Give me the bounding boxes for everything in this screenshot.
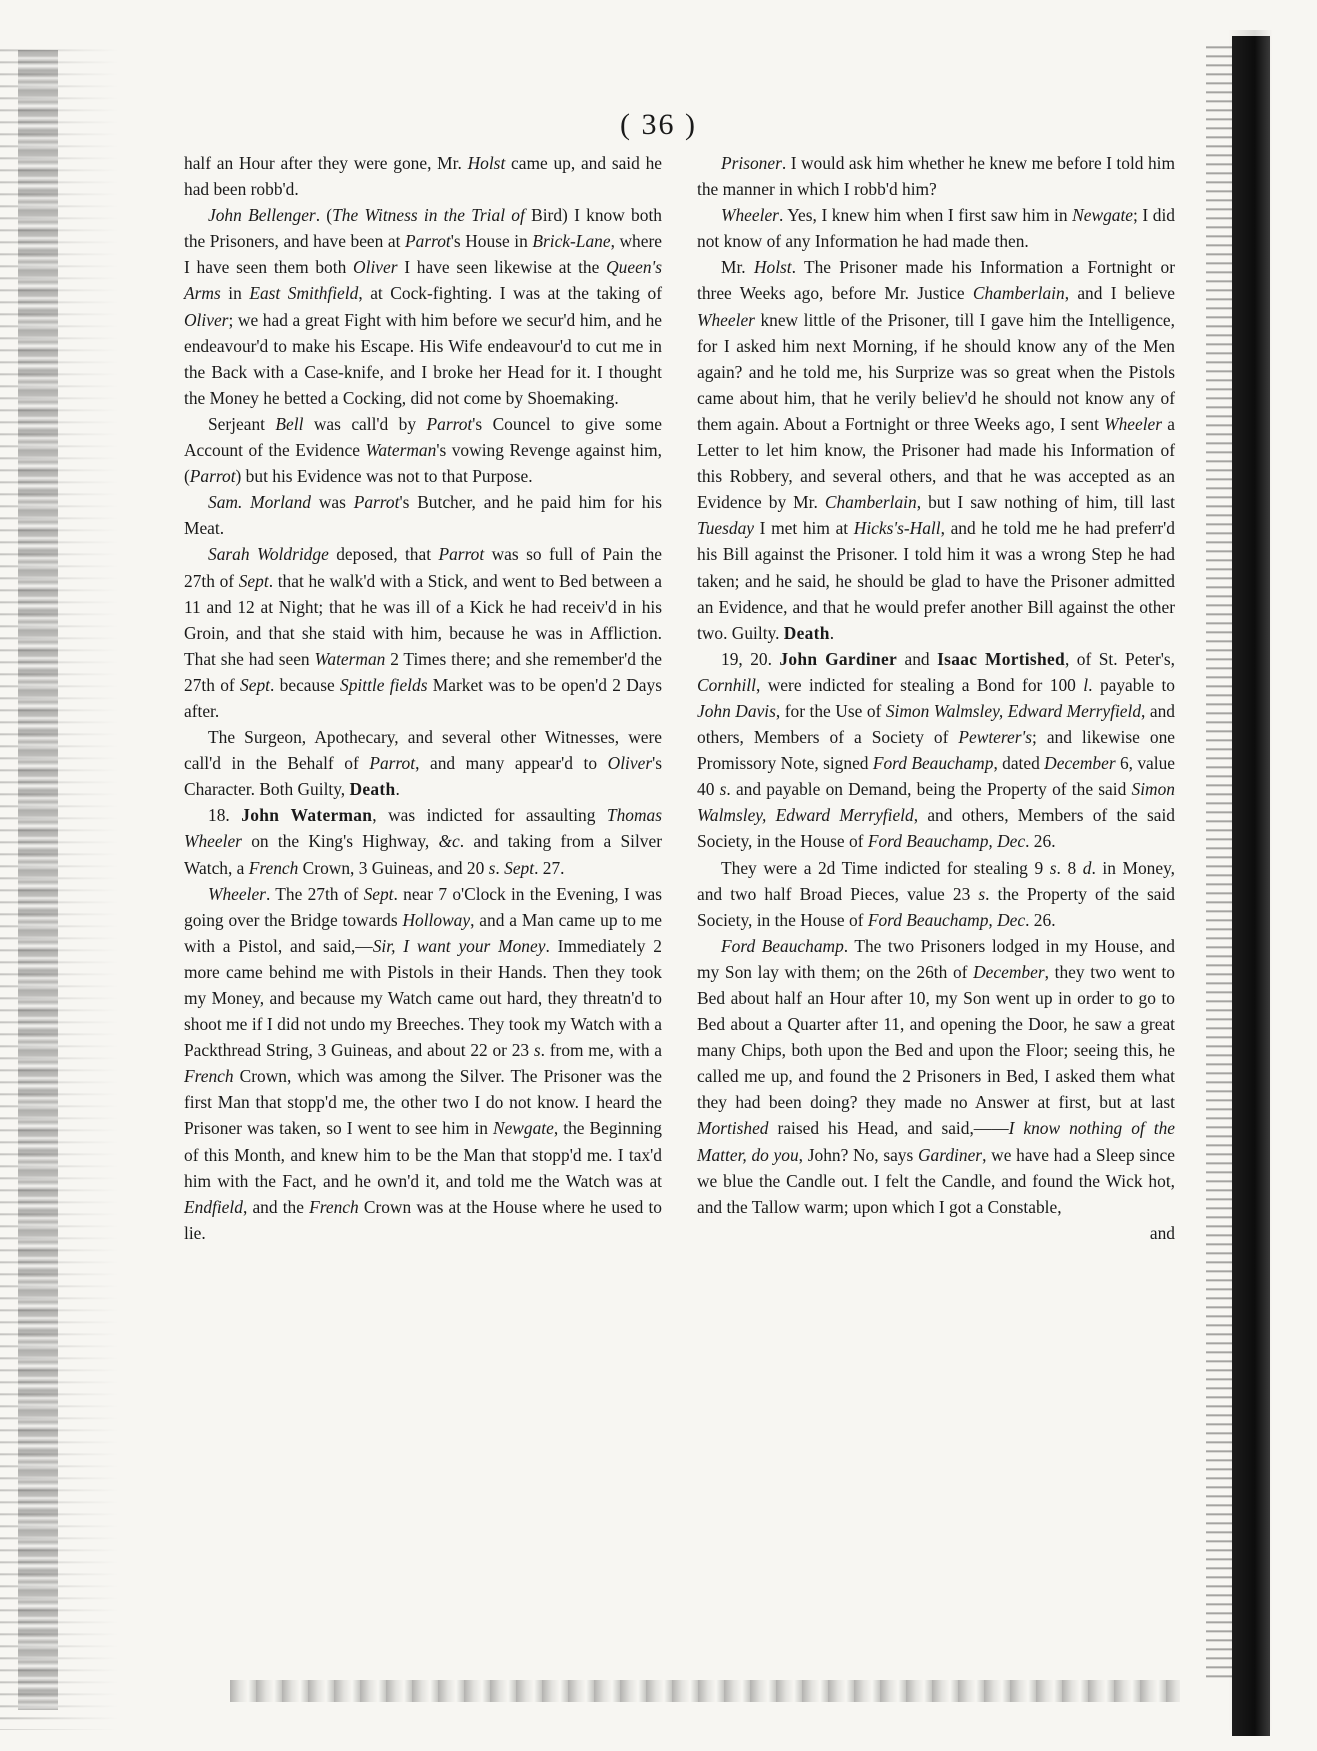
right-column <box>697 150 1175 1246</box>
text-run: knew little of the Prisoner, till I gave him the Intelligence, for I asked him next Morning, if he should know any of the Men again? and he told me, his Surprize was so great when the Pistols came about him, that he verily believ'd he should not know any of them again. About a Fortnight or three Weeks ago, I sent <box>697 309 1175 434</box>
text-run: . <box>495 857 505 878</box>
text-run: . payable to <box>1088 674 1175 695</box>
catchword: and <box>1149 1222 1175 1243</box>
text-run: . from me, with a <box>540 1040 662 1061</box>
text-run: 2 Times there; and she remember'd the 27th of <box>184 648 662 695</box>
text-run: . and taking from a Silver Watch, a <box>184 831 662 878</box>
italic-text: Sam. Morland <box>208 492 311 513</box>
italic-text: Parrot <box>353 492 400 513</box>
italic-text: December <box>973 961 1045 982</box>
italic-text: Tuesday <box>697 518 755 539</box>
text-run: The Surgeon, Apothecary, and several other Witnesses, were call'd in the Behalf of <box>184 727 662 774</box>
text-run: Crown was at the House where he used to lie. <box>184 1196 662 1243</box>
text-run: was <box>311 492 354 513</box>
text-run: 's Character. Both Guilty, <box>184 753 662 800</box>
text-run: , the Beginning of this Month, and knew him to be the Man that stopp'd me. I tax'd him with the Fact, and he own'd it, and told me the Watch was at <box>184 1118 662 1191</box>
italic-text: John Davis <box>697 700 776 721</box>
text-run: 18. <box>208 805 242 826</box>
text-run: ; we had a great Fight with him before we secur'd him, and he endeavour'd to make his Escape. His Wife endeavour'd to cut me in the Back with a Case-knife, and I broke her Head for it. I thought the Money he betted a Cocking, did not come by Shoemaking. <box>184 309 662 408</box>
italic-text: Oliver <box>353 257 398 278</box>
blackletter-text: Isaac Mortished <box>937 648 1065 669</box>
italic-text: John Bellenger <box>208 205 316 226</box>
text-run: , we have had a Sleep since we blue the Candle out. I felt the Candle, and found the Wick hot, and the Tallow warm; upon which I got a Constable, <box>697 1144 1175 1217</box>
italic-text: s <box>1049 857 1057 878</box>
text-run: , and others, Members of the said Society, in the House of <box>697 805 1175 852</box>
italic-text: s <box>719 779 727 800</box>
paragraph <box>184 541 662 724</box>
italic-text: Waterman <box>365 440 437 461</box>
paragraph <box>184 202 662 411</box>
italic-text: Prisoner <box>721 153 782 173</box>
italic-text: Ford Beauchamp, Dec <box>867 831 1026 852</box>
italic-text: Newgate <box>492 1118 554 1139</box>
text-run: . The two Prisoners lodged in my House, and my Son lay with them; on the 26th of <box>697 935 1175 982</box>
italic-text: Newgate <box>1072 205 1134 226</box>
italic-text: Sarah Woldridge <box>208 544 329 565</box>
italic-text: Ford Beauchamp <box>721 935 844 956</box>
text-run: ; and likewise one Promissory Note, signed <box>697 727 1175 774</box>
blackletter-text: Death <box>783 622 830 643</box>
italic-text: Parrot <box>405 231 451 252</box>
text-run: , of St. Peter's, <box>1064 648 1176 669</box>
italic-text: French <box>184 1066 234 1087</box>
text-run: . <box>395 779 400 800</box>
text-run: 's Councel to give some Account of the Evidence <box>184 413 662 461</box>
text-run: , and many appear'd to <box>415 753 608 774</box>
text-run: deposed, that <box>328 544 439 565</box>
italic-text: s <box>488 857 496 878</box>
italic-text: Sept <box>363 883 394 904</box>
italic-text: Wheeler <box>208 883 266 904</box>
page-edge-noise <box>1206 40 1232 1680</box>
italic-text: Chamberlain <box>824 492 917 513</box>
text-run: a Letter to let him know, the Prisoner had made his Information of this Robbery, and several others, and that he was accepted as an Evidence by Mr. <box>697 413 1175 513</box>
bottom-smudge <box>230 1680 1180 1702</box>
italic-text: The Witness in the Trial of <box>332 205 525 226</box>
italic-text: Brick-Lane <box>532 231 611 252</box>
text-run: Bird) I know both the Prisoners, and have been at <box>184 205 662 252</box>
italic-text: Wheeler <box>697 309 755 330</box>
italic-text: Endfield <box>184 1196 243 1217</box>
italic-text: Parrot <box>426 413 473 434</box>
italic-text: Wheeler <box>1104 413 1163 434</box>
text-run: . the Property of the said Society, in the House of <box>697 883 1175 930</box>
italic-text: Chamberlain <box>972 283 1065 304</box>
text-run: . I would ask him whether he knew me before I told him the manner in which I robb'd him? <box>697 153 1175 200</box>
text-run: ; I did not know of any Information he had made then. <box>697 205 1175 252</box>
paragraph <box>697 202 1175 254</box>
text-run: , and I believe <box>1064 283 1175 304</box>
paragraph <box>184 489 662 541</box>
text-run: came up, and said he had been robb'd. <box>184 153 662 200</box>
italic-text: Bell <box>275 413 304 434</box>
text-run: . 27. <box>534 857 565 878</box>
italic-text: Holst <box>753 257 792 278</box>
text-run: Market was to be open'd 2 Days after. <box>184 674 662 721</box>
text-run: , was indicted for assaulting <box>372 805 607 826</box>
italic-text: December <box>1044 753 1116 774</box>
text-run: half an Hour after they were gone, Mr. <box>184 153 468 173</box>
italic-text: Simon Walmsley, Edward Merryfield <box>697 779 1175 826</box>
paragraph <box>697 933 1175 1220</box>
italic-text: Waterman <box>314 648 386 669</box>
text-run: . The 27th of <box>265 883 364 904</box>
text-run: . and payable on Demand, being the Property of the said <box>726 779 1132 800</box>
text-run: . near 7 o'Clock in the Evening, I was going over the Bridge towards <box>184 883 663 930</box>
binding-edge <box>18 50 58 1710</box>
text-run: was so full of Pain the 27th of <box>184 544 662 591</box>
page-number: ( 36 ) <box>620 108 697 141</box>
paragraph <box>697 855 1175 933</box>
text-run: , for the Use of <box>775 700 886 721</box>
text-run: , dated <box>993 753 1045 774</box>
text-run: 's Butcher, and he paid him for his Meat. <box>184 492 662 539</box>
text-run: . <box>829 622 835 643</box>
italic-text: Sept <box>504 857 535 878</box>
italic-text: Parrot <box>189 466 236 487</box>
text-run: , and others, Members of a Society of <box>697 700 1175 748</box>
text-run: I met him at <box>754 518 854 539</box>
text-run: 6, value 40 <box>697 753 1176 800</box>
italic-text: Queen's Arms <box>184 257 662 304</box>
italic-text: s <box>978 883 986 904</box>
paragraph <box>184 802 662 880</box>
text-run: Serjeant <box>208 413 276 434</box>
text-run: , and the <box>242 1196 310 1217</box>
text-run: , they two went to Bed about half an Hour after 10, my Son went up in order to go to Bed about a Quarter after 11, and opening the Door, he saw a great many Chips, both upon the Bed and upon the Floor; seeing this, he called me up, and found the 2 Prisoners in Bed, I asked them what they had been doing? they made no Answer at first, but at last <box>697 961 1175 1113</box>
italic-text: Sept <box>240 674 270 695</box>
text-run: Crown, 3 Guineas, and 20 <box>298 857 489 878</box>
text-run: . in Money, and two half Broad Pieces, value 23 <box>697 857 1175 904</box>
text-run: They were a 2d Time indicted for stealing 9 <box>721 857 1050 878</box>
text-run: in <box>220 283 250 304</box>
italic-text: French <box>309 1196 359 1217</box>
paragraph <box>184 724 662 802</box>
text-run: . Immediately 2 more came behind me with Pistols in their Hands. Then they took my Money, and because my Watch came out hard, they threatn'd to shoot me if I did not undo my Breeches. They took my Watch with a Packthread String, 3 Guineas, and about 22 or 23 <box>184 935 662 1061</box>
blackletter-text: Death <box>349 779 396 800</box>
text-run: Mr. <box>721 257 754 278</box>
text-run: , but I saw nothing of him, till last <box>916 492 1175 513</box>
text-run: . Yes, I knew him when I first saw him in <box>778 205 1073 226</box>
text-run: raised his Head, and said,—— <box>768 1118 1009 1139</box>
italic-text: Gardiner <box>917 1144 983 1165</box>
italic-text: Ford Beauchamp <box>872 753 994 774</box>
italic-text: s <box>533 1040 541 1061</box>
page-edge-dark <box>1232 36 1270 1736</box>
italic-text: d <box>1082 857 1092 878</box>
italic-text: Holst <box>467 153 506 173</box>
text-run: . 26. <box>1025 909 1056 930</box>
text-run: , and a Man came up to me with a Pistol, and said,— <box>184 909 663 956</box>
text-run: , where I have seen them both <box>184 231 662 278</box>
text-run: 's House in <box>450 231 533 252</box>
italic-text: Sept <box>238 570 269 591</box>
italic-text: Cornhill <box>697 674 756 695</box>
text-run: . The Prisoner made his Information a Fortnight or three Weeks ago, before Mr. Justice <box>697 257 1175 304</box>
italic-text: Hicks's-Hall <box>853 518 941 539</box>
paragraph <box>184 411 662 489</box>
italic-text: Oliver <box>184 309 229 330</box>
italic-text: Holloway <box>402 909 471 930</box>
paragraph <box>184 150 662 202</box>
text-run: . 26. <box>1025 831 1056 852</box>
text-run: . that he walk'd with a Stick, and went to Bed between a 11 and 12 at Night; that he was ill of a Kick he had receiv'd in his Groin, and that she staid with him, because he was in Affliction. That she had seen <box>184 570 662 669</box>
text-run: ) but his Evidence was not to that Purpose. <box>235 466 533 487</box>
text-run: . ( <box>315 205 333 226</box>
paragraph <box>697 254 1175 645</box>
blackletter-text: John Waterman <box>241 805 373 826</box>
text-run: and <box>897 648 938 669</box>
italic-text: Sir, I want your Money <box>372 935 546 956</box>
italic-text: Simon Walmsley, Edward Merryfield <box>885 700 1142 721</box>
text-run: I have seen likewise at the <box>397 257 607 278</box>
italic-text: &c <box>438 831 460 852</box>
text-run: 19, 20. <box>721 648 780 669</box>
text-run: , at Cock-fighting. I was at the taking of <box>358 283 662 304</box>
text-run: , were indicted for stealing a Bond for 100 <box>755 674 1084 695</box>
paragraph <box>697 150 1175 202</box>
text-run: 's vowing Revenge against him, ( <box>184 440 662 487</box>
text-run: on the King's Highway, <box>241 831 439 852</box>
italic-text: Parrot <box>369 753 416 774</box>
italic-text: Mortished <box>697 1118 769 1139</box>
paragraph <box>184 881 662 1246</box>
italic-text: Thomas Wheeler <box>184 805 662 852</box>
italic-text: East Smithfield <box>249 283 359 304</box>
text-run: , John? No, says <box>798 1144 918 1165</box>
italic-text: Spittle fields <box>340 674 428 695</box>
text-run: , and he told me he had preferr'd his Bill against the Prisoner. I told him it was a wrong Step he had taken; and he said, he should be glad to have the Prisoner admitted an Evidence, and that he would prefer another Bill against the other two. Guilty. <box>697 518 1175 643</box>
text-run: Crown, which was among the Silver. The Prisoner was the first Man that stopp'd me, the other two I do not know. I heard the Prisoner was taken, so I went to see him in <box>184 1066 662 1139</box>
text-run: . because <box>270 674 341 695</box>
italic-text: Pewterer's <box>958 727 1032 748</box>
blackletter-text: John Gardiner <box>779 648 898 669</box>
text-run: . 8 <box>1056 857 1083 878</box>
italic-text: French <box>248 857 299 878</box>
italic-text: Parrot <box>438 544 485 565</box>
italic-text: Ford Beauchamp, Dec <box>867 909 1026 930</box>
italic-text: Wheeler <box>721 205 779 226</box>
italic-text: l <box>1083 674 1089 695</box>
paragraph <box>697 646 1175 855</box>
left-column <box>184 150 662 1246</box>
text-run: was call'd by <box>303 413 427 434</box>
italic-text: Oliver <box>607 753 653 774</box>
italic-text: I know nothing of the Matter, do you <box>697 1118 1175 1165</box>
